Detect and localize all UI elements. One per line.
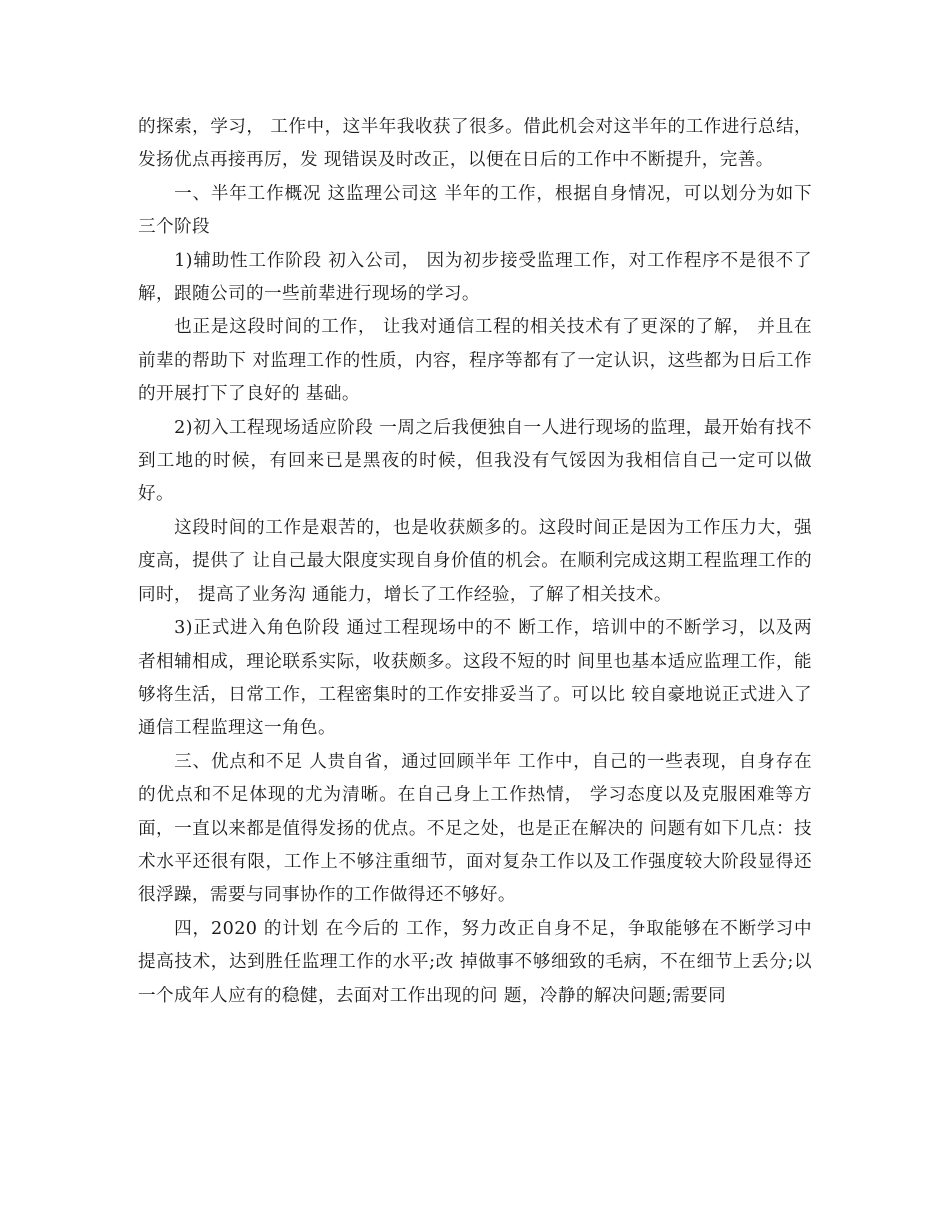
paragraph-stage-2-detail: 这段时间的工作是艰苦的，也是收获颇多的。这段时间正是因为工作压力大，强度高，提供了 让自己最大限度实现自身价值的机会。在顺利完成这期工程监理工作的同时， 提高了业务沟 通能力，增长了工作经验，了解了相关技术。 <box>138 517 812 605</box>
paragraph-strengths-weaknesses: 三、优点和不足 人贵自省，通过回顾半年 工作中，自己的一些表现，自身存在的优点和不足体现的尤为清晰。在自己身上工作热情， 学习态度以及克服困难等方面，一直以来都是值得发扬的优点。不足之处，也是正在解决的 问题有如下几点：技术水平还很有限，工作上不够注重细节，面对复杂工作以及工作强度较大阶段显得还很浮躁，需要与同事协作的工作做得还不够好。 <box>138 751 812 906</box>
paragraph-stage-1-detail: 也正是这段时间的工作， 让我对通信工程的相关技术有了更深的了解， 并且在前辈的帮助下 对监理工作的性质，内容，程序等都有了一定认识，这些都为日后工作的开展打下了良好的 基础。 <box>138 317 812 405</box>
paragraph-plan: 四，2020 的计划 在今后的 工作，努力改正自身不足，争取能够在不断学习中提高技术，达到胜任监理工作的水平;改 掉做事不够细致的毛病，不在细节上丢分;以一个成年人应有的稳健，去面对工作出现的问 题，冷静的解决问题;需要同 <box>138 918 812 1006</box>
paragraph-stage-2: 2)初入工程现场适应阶段 一周之后我便独自一人进行现场的监理，最开始有找不 到工地的时候，有回来已是黑夜的时候，但我没有气馁因为我相信自己一定可以做好。 <box>138 417 812 505</box>
paragraph-intro: 的探索，学习， 工作中，这半年我收获了很多。借此机会对这半年的工作进行总结，发扬优点再接再厉，发 现错误及时改正，以便在日后的工作中不断提升，完善。 <box>138 117 812 171</box>
document-body <box>138 111 812 1013</box>
paragraph-stage-3: 3)正式进入角色阶段 通过工程现场中的不 断工作，培训中的不断学习，以及两者相辅相成，理论联系实际，收获颇多。这段不短的时 间里也基本适应监理工作，能够将生活，日常工作，工程密集时的工作安排妥当了。可以比 较自豪地说正式进入了通信工程监理这一角色。 <box>138 618 812 739</box>
paragraph-stage-1: 1)辅助性工作阶段 初入公司， 因为初步接受监理工作，对工作程序不是很不了解，跟随公司的一些前辈进行现场的学习。 <box>138 250 812 305</box>
paragraph-overview: 一、半年工作概况 这监理公司这 半年的工作，根据自身情况，可以划分为如下三个阶段 <box>138 183 812 238</box>
